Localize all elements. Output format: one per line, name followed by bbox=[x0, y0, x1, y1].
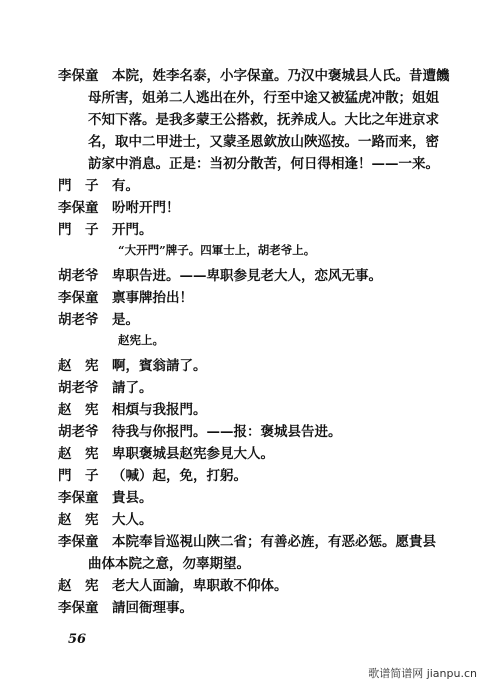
script-line bbox=[0, 174, 483, 196]
dialogue-text: 本院奉旨巡視山陜二省；有善必旌，有恶必惩。愿貴县 bbox=[112, 534, 436, 550]
dialogue-text: 請回衙理事。 bbox=[112, 600, 193, 616]
dialogue-text: 卑职告进。——卑职参見老大人，恋风无事。 bbox=[112, 268, 382, 284]
speaker-name: 門 子 bbox=[58, 468, 99, 484]
page-number: 56 bbox=[68, 632, 87, 647]
stage-direction: 赵宪上。 bbox=[118, 333, 164, 347]
script-line bbox=[0, 464, 483, 486]
dialogue-text: 啊，賓翁請了。 bbox=[112, 358, 207, 374]
speaker-name: 李保童 bbox=[58, 68, 99, 84]
script-line bbox=[0, 420, 483, 442]
speaker-name: 門 子 bbox=[58, 222, 99, 238]
script-line bbox=[0, 486, 483, 508]
dialogue-text: 吩咐开門！ bbox=[112, 200, 180, 216]
script-line bbox=[0, 552, 483, 574]
dialogue-text: 曲体本院之意，勿辜期望。 bbox=[88, 556, 250, 572]
dialogue-text: 母所害，姐弟二人逃出在外，行至中途又被猛虎冲散；姐姐 bbox=[88, 90, 439, 106]
dialogue-text: 有。 bbox=[112, 178, 139, 194]
speaker-name: 胡老爷 bbox=[58, 268, 99, 284]
speaker-name: 李保童 bbox=[58, 534, 99, 550]
script-line bbox=[0, 152, 483, 174]
speaker-name: 李保童 bbox=[58, 600, 99, 616]
dialogue-text: 大人。 bbox=[112, 512, 153, 528]
script-line bbox=[0, 596, 483, 618]
dialogue-text: 禀事牌抬出！ bbox=[112, 290, 193, 306]
dialogue-text: 相煩与我报門。 bbox=[112, 402, 207, 418]
script-line bbox=[0, 264, 483, 286]
speaker-name: 門 子 bbox=[58, 178, 99, 194]
dialogue-text: 老大人面諭，卑职敢不仰体。 bbox=[112, 578, 288, 594]
speaker-name: 李保童 bbox=[58, 290, 99, 306]
dialogue-text: 貴县。 bbox=[112, 490, 153, 506]
script-line bbox=[0, 398, 483, 420]
speaker-name: 赵 宪 bbox=[58, 402, 99, 418]
script-line bbox=[0, 308, 483, 330]
script-line bbox=[0, 508, 483, 530]
speaker-name: 赵 宪 bbox=[58, 446, 99, 462]
stage-direction-line bbox=[0, 242, 483, 264]
script-line bbox=[0, 530, 483, 552]
script-line bbox=[0, 442, 483, 464]
speaker-name: 李保童 bbox=[58, 200, 99, 216]
script-line bbox=[0, 130, 483, 152]
speaker-name: 李保童 bbox=[58, 490, 99, 506]
dialogue-text: 待我与你报門。——报：褒城县告进。 bbox=[112, 424, 342, 440]
dialogue-text: 不知下落。是我多蒙王公搭救，抚养成人。大比之年进京求 bbox=[88, 112, 439, 128]
dialogue-text: 开門。 bbox=[112, 222, 153, 238]
script-line bbox=[0, 354, 483, 376]
dialogue-text: 請了。 bbox=[112, 380, 153, 396]
speaker-name: 赵 宪 bbox=[58, 578, 99, 594]
script-line bbox=[0, 286, 483, 308]
speaker-name: 赵 宪 bbox=[58, 358, 99, 374]
dialogue-text: 是。 bbox=[112, 312, 139, 328]
speaker-name: 胡老爷 bbox=[58, 380, 99, 396]
stage-direction-line bbox=[0, 332, 483, 354]
speaker-name: 胡老爷 bbox=[58, 424, 99, 440]
script-line bbox=[0, 376, 483, 398]
script-line bbox=[0, 218, 483, 240]
dialogue-text: 卑职褒城县赵宪参見大人。 bbox=[112, 446, 274, 462]
script-line bbox=[0, 196, 483, 218]
script-line bbox=[0, 108, 483, 130]
stage-direction: “大开門”牌子。四軍士上，胡老爷上。 bbox=[118, 243, 316, 257]
script-line bbox=[0, 574, 483, 596]
script-line bbox=[0, 64, 483, 86]
speaker-name: 赵 宪 bbox=[58, 512, 99, 528]
dialogue-text: 訪家中消息。正是：当初分散苦，何日得相逢！——一来。 bbox=[88, 156, 439, 172]
dialogue-text: 本院，姓李名泰，小字保童。乃汉中褒城县人氏。昔遭饑 bbox=[112, 68, 450, 84]
dialogue-text: （喊）起，免，打躬。 bbox=[112, 468, 247, 484]
watermark-text: 歌谱简谱网 jianpu.cn bbox=[368, 667, 477, 680]
dialogue-text: 名，取中二甲进士，又蒙圣恩欽放山陜巡按。一路而来，密 bbox=[88, 134, 439, 150]
script-line bbox=[0, 86, 483, 108]
speaker-name: 胡老爷 bbox=[58, 312, 99, 328]
